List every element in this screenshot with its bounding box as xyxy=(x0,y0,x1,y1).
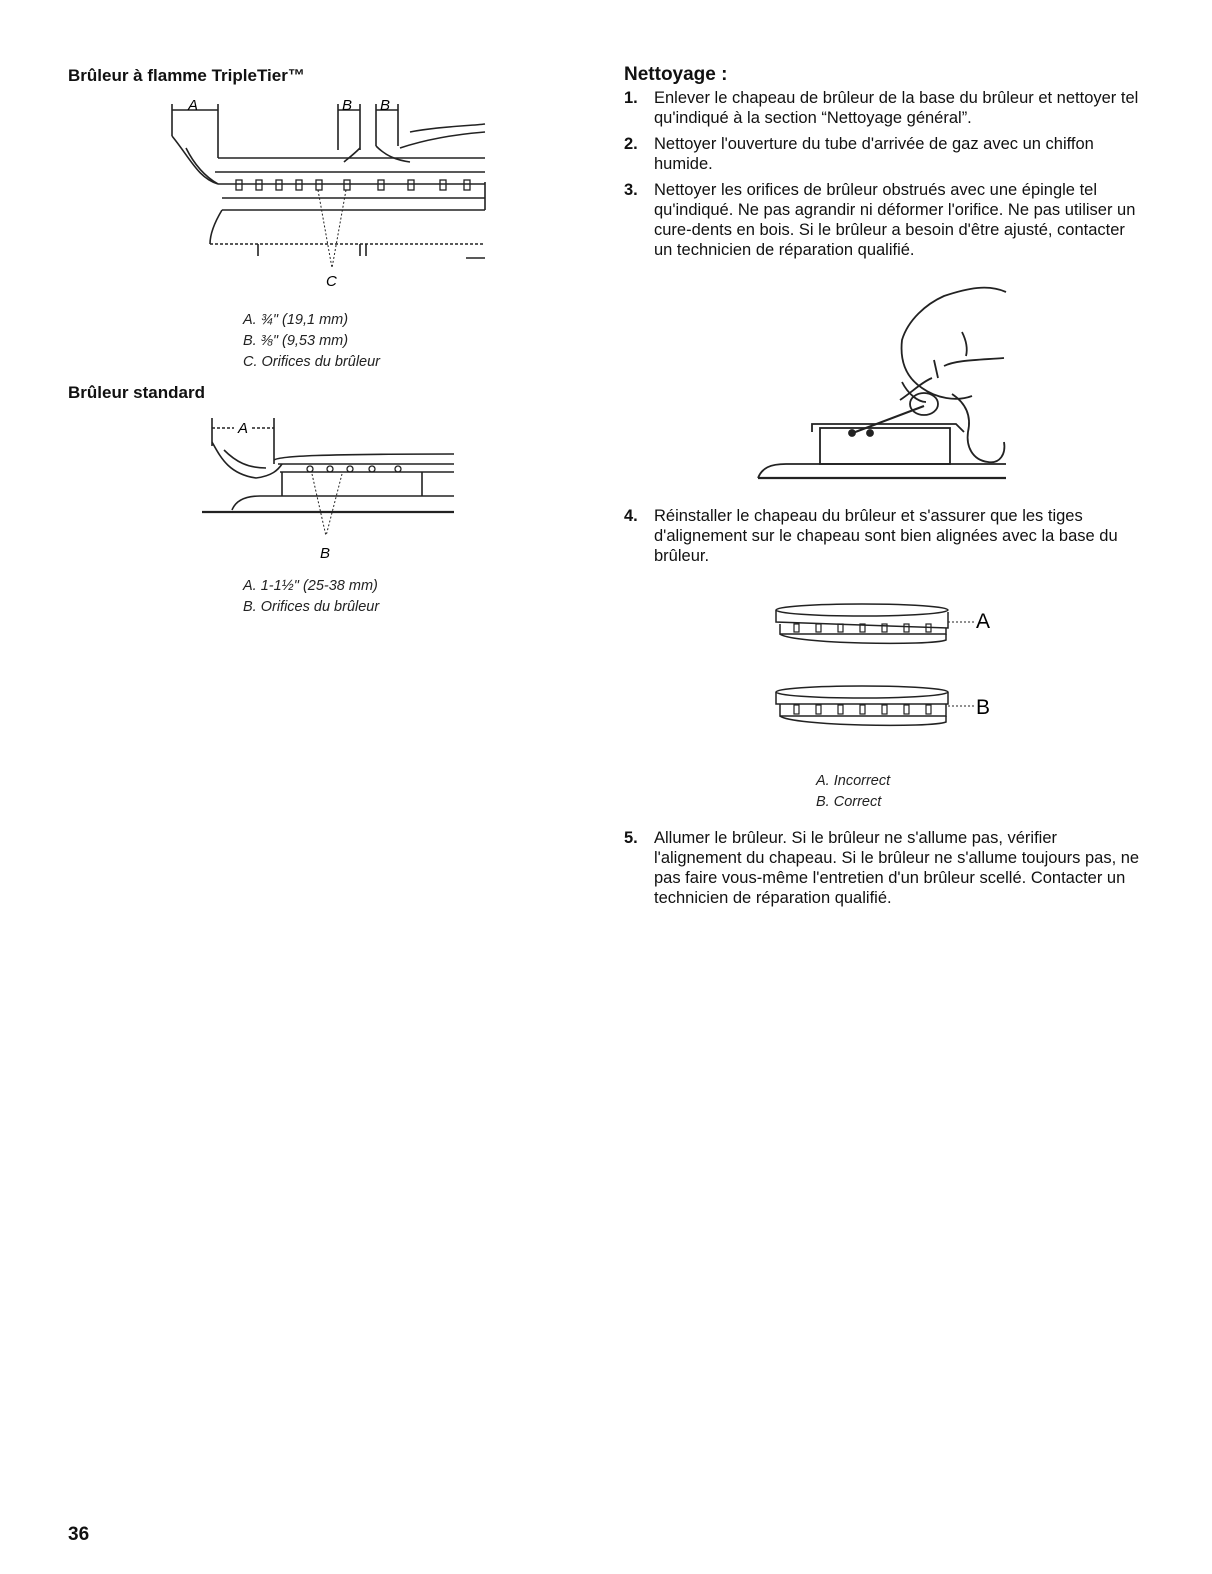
caption-line: B. ⅜" (9,53 mm) xyxy=(243,333,349,349)
caption-line: B. Correct xyxy=(816,794,882,810)
align-label-a: A xyxy=(976,610,991,633)
step-text: Allumer le brûleur. Si le brûleur ne s'allume pas, vérifier l'alignement du chapeau. Si le brûleur ne s'allume toujours pas, ne pas faire vous-même l'entretien d'un brûleur scellé. Contacter un technicien de réparation qualifié. xyxy=(654,829,1140,907)
caption-line: A. ¾" (19,1 mm) xyxy=(243,312,349,328)
step-number: 1. xyxy=(624,89,638,107)
caption-line: A. Incorrect xyxy=(816,773,891,789)
triple-captions xyxy=(243,310,380,373)
standard-burner-illustration xyxy=(200,416,460,566)
step-number: 4. xyxy=(624,507,638,525)
caption-line: B. Orifices du brûleur xyxy=(243,599,380,615)
standard-label-a: A xyxy=(238,420,249,437)
standard-label-b: B xyxy=(320,545,331,562)
triple-label-b1: B xyxy=(342,97,353,114)
align-label-b: B xyxy=(976,696,991,719)
triple-tier-burner-illustration xyxy=(160,98,490,293)
step-number: 3. xyxy=(624,181,638,199)
caption-line: A. 1-1½" (25-38 mm) xyxy=(243,578,378,594)
triple-label-c: C xyxy=(326,273,337,290)
caption-line: C. Orifices du brûleur xyxy=(243,354,380,370)
cap-alignment-illustration xyxy=(772,600,1012,750)
triple-label-a: A xyxy=(188,97,199,114)
step-number: 5. xyxy=(624,829,638,847)
page-number: 36 xyxy=(68,1524,90,1545)
triple-label-b2: B xyxy=(380,97,391,114)
alignment-captions xyxy=(816,771,890,813)
step-number: 2. xyxy=(624,135,638,153)
cleaning-heading: Nettoyage : xyxy=(624,64,728,85)
step-text: Enlever le chapeau de brûleur de la base du brûleur et nettoyer tel qu'indiqué à la section “Nettoyage général”. xyxy=(654,89,1139,127)
standard-captions xyxy=(243,576,379,618)
standard-burner-heading: Brûleur standard xyxy=(68,383,205,402)
step-text: Nettoyer les orifices de brûleur obstrués avec une épingle tel qu'indiqué. Ne pas agrandir ni déformer l'orifice. Ne pas utiliser un cure-dents en bois. Si le brûleur a besoin d'être ajusté, contacter un technicien de réparation qualifié. xyxy=(654,181,1136,259)
step-text: Réinstaller le chapeau du brûleur et s'assurer que les tiges d'alignement sur le chapeau sont bien alignées avec la base du brûleur. xyxy=(654,507,1118,565)
step-text: Nettoyer l'ouverture du tube d'arrivée de gaz avec un chiffon humide. xyxy=(654,135,1094,173)
triple-tier-heading: Brûleur à flamme TripleTier™ xyxy=(68,66,305,85)
pin-cleaning-illustration xyxy=(756,282,1016,482)
